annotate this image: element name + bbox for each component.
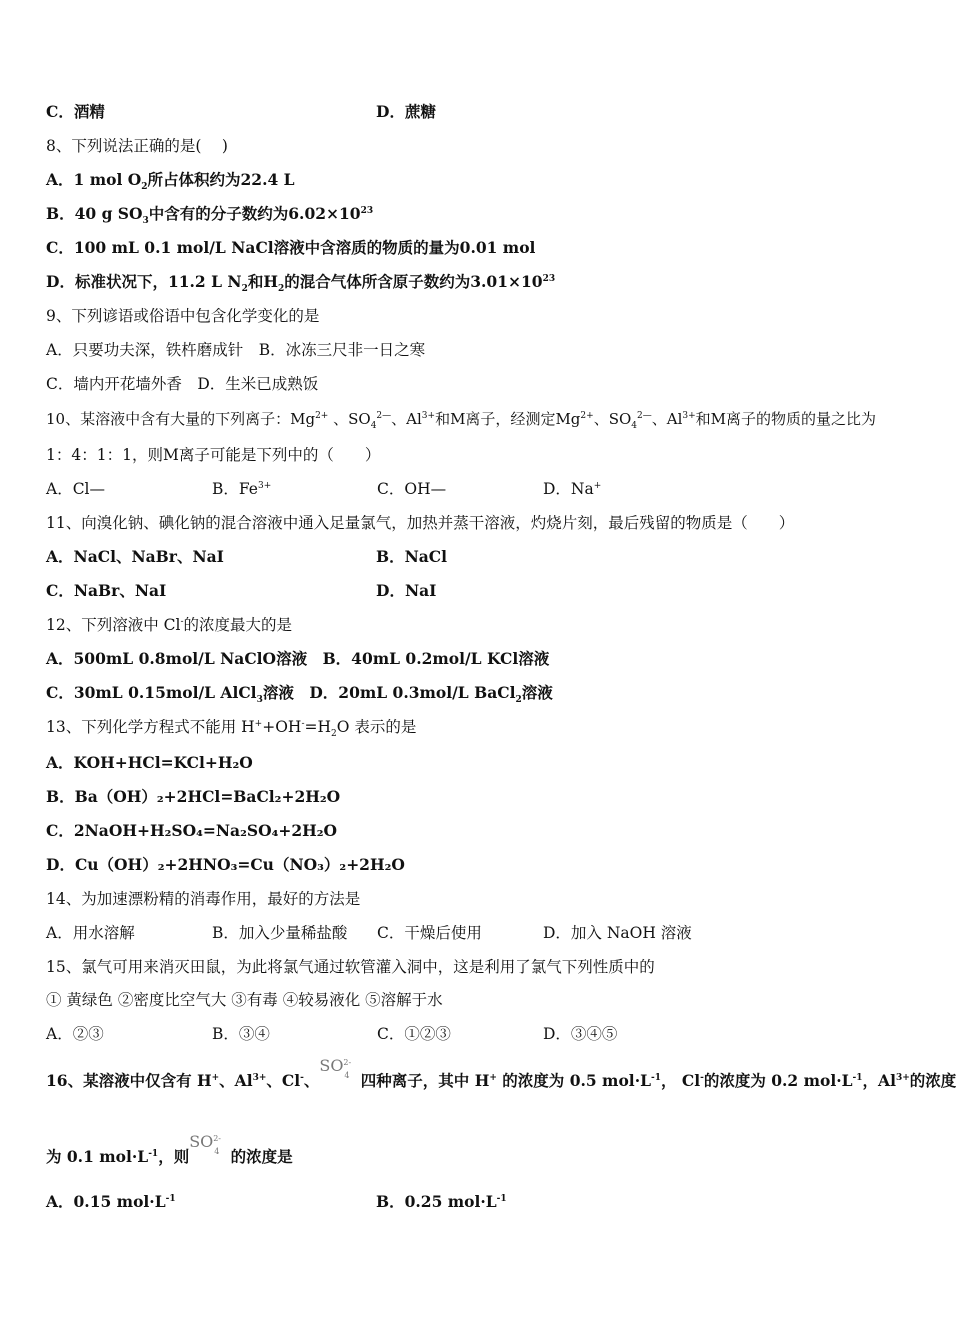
q15-properties: ① 黄绿色 ②密度比空气大 ③有毒 ④较易液化 ⑤溶解于水 bbox=[46, 991, 443, 1009]
q13-option-b: B．Ba（OH）₂+2HCl=BaCl₂+2H₂O bbox=[46, 787, 341, 806]
q7-options bbox=[46, 102, 436, 122]
q10-option-b: B．$Fe^{3+}$ bbox=[212, 480, 272, 498]
q14-options bbox=[46, 923, 692, 943]
q8-option-b: B．40 g $SO_3$中含有的分子数约为$6.02\times 10^{23}$ bbox=[46, 204, 374, 227]
q14-option-b: B．加入少量稀盐酸 bbox=[212, 924, 348, 942]
q15-stem: 15、氯气可用来消灭田鼠，为此将氯气通过软管灌入洞中，这是利用了氯气下列性质中的 bbox=[46, 958, 655, 976]
q16-stem-line2: 为 0.1 $mol\cdot L^{-1}$，则 SO 2- 4 的浓度是 bbox=[46, 1146, 293, 1170]
q11-option-c: C．NaBr、NaI bbox=[46, 581, 167, 600]
q14-option-a: A．用水溶解 bbox=[46, 924, 135, 942]
q13-option-d: D．Cu（OH）₂+2HNO₃=Cu（NO₃）₂+2H₂O bbox=[46, 855, 405, 874]
q15-option-d: D．③④⑤ bbox=[543, 1025, 618, 1043]
q10-option-c: C．OH— bbox=[377, 480, 447, 498]
q8-stem: 8、下列说法正确的是( ) bbox=[46, 137, 228, 155]
q15-option-a: A．②③ bbox=[46, 1025, 104, 1043]
q11-option-a: A．NaCl、NaBr、NaI bbox=[46, 547, 224, 566]
q16-option-a: A．0.15 $mol\cdot L^{-1}$ bbox=[46, 1192, 176, 1211]
q11-options-cd bbox=[46, 581, 437, 601]
q9-options-cd: C．墙内开花墙外香 D．生米已成熟饭 bbox=[46, 375, 319, 393]
q8-option-d: D．标准状况下，11.2 L $N_2$和$H_2$的混合气体所含原子数约为$3.01\times 10^{23}$ bbox=[46, 272, 556, 295]
q15-options bbox=[46, 1024, 618, 1044]
q12-stem: 12、下列溶液中 Cl-的浓度最大的是 bbox=[46, 616, 293, 634]
q7-option-c: C．酒精 bbox=[46, 102, 105, 121]
q12-options-ab: A．500mL 0.8mol/L NaClO溶液 B．40mL 0.2mol/L KCl溶液 bbox=[46, 649, 550, 668]
q14-option-c: C．干燥后使用 bbox=[377, 924, 482, 942]
q9-stem: 9、下列谚语或俗语中包含化学变化的是 bbox=[46, 307, 320, 325]
q14-stem: 14、为加速漂粉精的消毒作用，最好的方法是 bbox=[46, 890, 361, 908]
q7-option-d: D．蔗糖 bbox=[376, 102, 436, 121]
q10-stem-line1: 10、某溶液中含有大量的下列离子：$Mg^{2+}$ 、$SO_4^{2—}$、$Al^{3+}$和M离子，经测定$Mg^{2+}$、$SO_4^{2—}$、$Al^{3+}$和M离子的物质的量之比为 bbox=[46, 410, 877, 431]
q13-option-c: C．2NaOH+H₂SO₄=Na₂SO₄+2H₂O bbox=[46, 821, 338, 840]
q16-option-b: B．0.25 $mol\cdot L^{-1}$ bbox=[376, 1192, 507, 1211]
q10-option-a: A．Cl— bbox=[46, 480, 106, 498]
q11-stem: 11、向溴化钠、碘化钠的混合溶液中通入足量氯气，加热并蒸干溶液，灼烧片刻，最后残留的物质是（ ） bbox=[46, 514, 795, 532]
q15-option-b: B．③④ bbox=[212, 1025, 270, 1043]
q13-option-a: A．KOH+HCl=KCl+H₂O bbox=[46, 753, 253, 772]
q16-stem-line1: 16、某溶液中仅含有 H+、$Al^{3+}$、Cl-、 SO 2- 4 四种离子，其中 H+ 的浓度为 0.5 $mol\cdot L^{-1}$， Cl-的浓度为 0.2 $mol\cdot L^{-1}$，$Al^{3+}$的浓度 bbox=[46, 1070, 956, 1094]
q8-option-c: C．100 mL 0.1 mol/L NaCl溶液中含溶质的物质的量为0.01 mol bbox=[46, 238, 536, 257]
q9-options-ab: A．只要功夫深，铁杵磨成针 B．冰冻三尺非一日之寒 bbox=[46, 341, 426, 359]
q15-option-c: C．①②③ bbox=[377, 1025, 451, 1043]
q11-option-d: D．NaI bbox=[376, 581, 437, 600]
q11-options-ab bbox=[46, 547, 448, 567]
q10-option-d: D．Na+ bbox=[543, 480, 602, 498]
q13-stem: 13、下列化学方程式不能用 $H^++OH^-=H_2O$ 表示的是 bbox=[46, 718, 417, 740]
q14-option-d: D．加入 NaOH 溶液 bbox=[543, 924, 692, 942]
q11-option-b: B．NaCl bbox=[376, 547, 448, 566]
q12-options-cd: C．30mL 0.15mol/L AlCl$_3$溶液 D．20mL 0.3mol/L BaCl$_2$溶液 bbox=[46, 683, 553, 706]
q10-stem-line2: 1：4：1：1，则M离子可能是下列中的（ ） bbox=[46, 446, 381, 464]
q16-options bbox=[46, 1192, 507, 1212]
q8-option-a: A．1 mol $O_2$所占体积约为22.4 L bbox=[46, 170, 295, 193]
sulfate-ion-formula: SO 2- 4 bbox=[189, 1132, 221, 1156]
q10-options bbox=[46, 479, 602, 499]
sulfate-ion-formula: SO 2- 4 bbox=[319, 1056, 352, 1080]
